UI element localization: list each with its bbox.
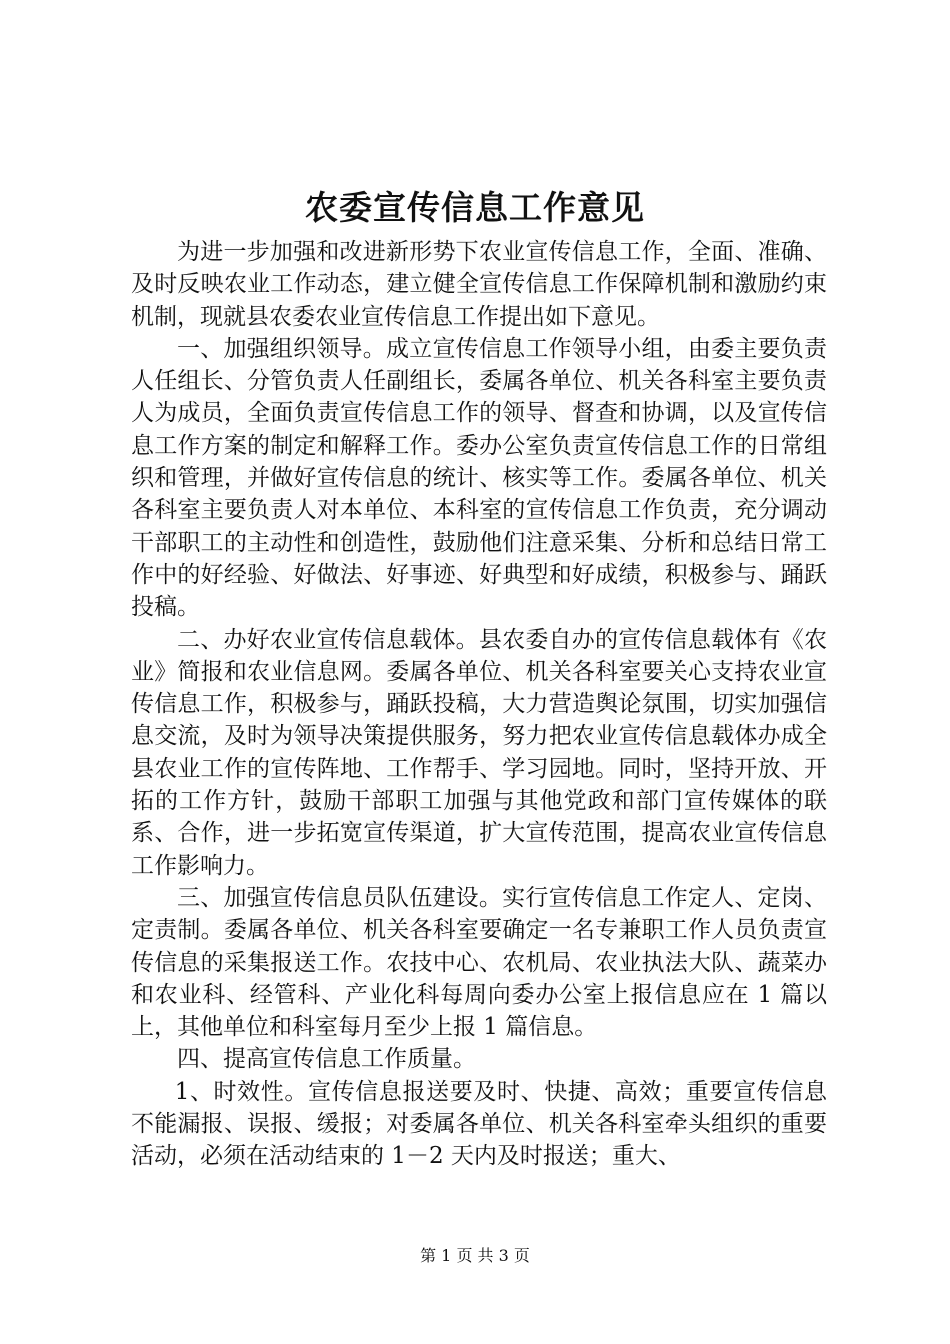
page-footer: 第 1 页 共 3 页 (420, 1246, 530, 1265)
paragraph-section-3: 三、加强宣传信息员队伍建设。实行宣传信息工作定人、定岗、定责制。委属各单位、机关各科室要确定一名专兼职工作人员负责宣传信息的采集报送工作。农技中心、农机局、农业执法大队、蔬菜办和农业科、经管科、产业化科每周向委办公室上报信息应在 1 篇以上，其他单位和科室每月至少上报 1 篇信息。 (131, 884, 827, 1041)
paragraph-section-2: 二、办好农业宣传信息载体。县农委自办的宣传信息载体有《农业》简报和农业信息网。委属各单位、机关各科室要关心支持农业宣传信息工作，积极参与，踊跃投稿，大力营造舆论氛围，切实加强信息交流，及时为领导决策提供服务，努力把农业宣传信息载体办成全县农业工作的宣传阵地、工作帮手、学习园地。同时，坚持开放、开拓的工作方针，鼓励干部职工加强与其他党政和部门宣传媒体的联系、合作，进一步拓宽宣传渠道，扩大宣传范围，提高农业宣传信息工作影响力。 (131, 626, 827, 879)
paragraph-section-4-item-1: 1、时效性。宣传信息报送要及时、快捷、高效；重要宣传信息不能漏报、误报、缓报；对委属各单位、机关各科室牵头组织的重要活动，必须在活动结束的 1－2 天内及时报送；重大、 (131, 1078, 827, 1170)
document-title: 农委宣传信息工作意见 (305, 188, 645, 227)
paragraph-section-1: 一、加强组织领导。成立宣传信息工作领导小组，由委主要负责人任组长、分管负责人任副组长，委属各单位、机关各科室主要负责人为成员，全面负责宣传信息工作的领导、督查和协调，以及宣传信息工作方案的制定和解释工作。委办公室负责宣传信息工作的日常组织和管理，并做好宣传信息的统计、核实等工作。委属各单位、机关各科室主要负责人对本单位、本科室的宣传信息工作负责，充分调动干部职工的主动性和创造性，鼓励他们注意采集、分析和总结日常工作中的好经验、好做法、好事迹、好典型和好成绩，积极参与、踊跃投稿。 (131, 335, 827, 621)
paragraph-intro: 为进一步加强和改进新形势下农业宣传信息工作，全面、准确、及时反映农业工作动态，建立健全宣传信息工作保障机制和激励约束机制，现就县农委农业宣传信息工作提出如下意见。 (131, 239, 827, 330)
document-body (131, 236, 827, 1173)
paragraph-section-4: 四、提高宣传信息工作质量。 (177, 1046, 476, 1073)
